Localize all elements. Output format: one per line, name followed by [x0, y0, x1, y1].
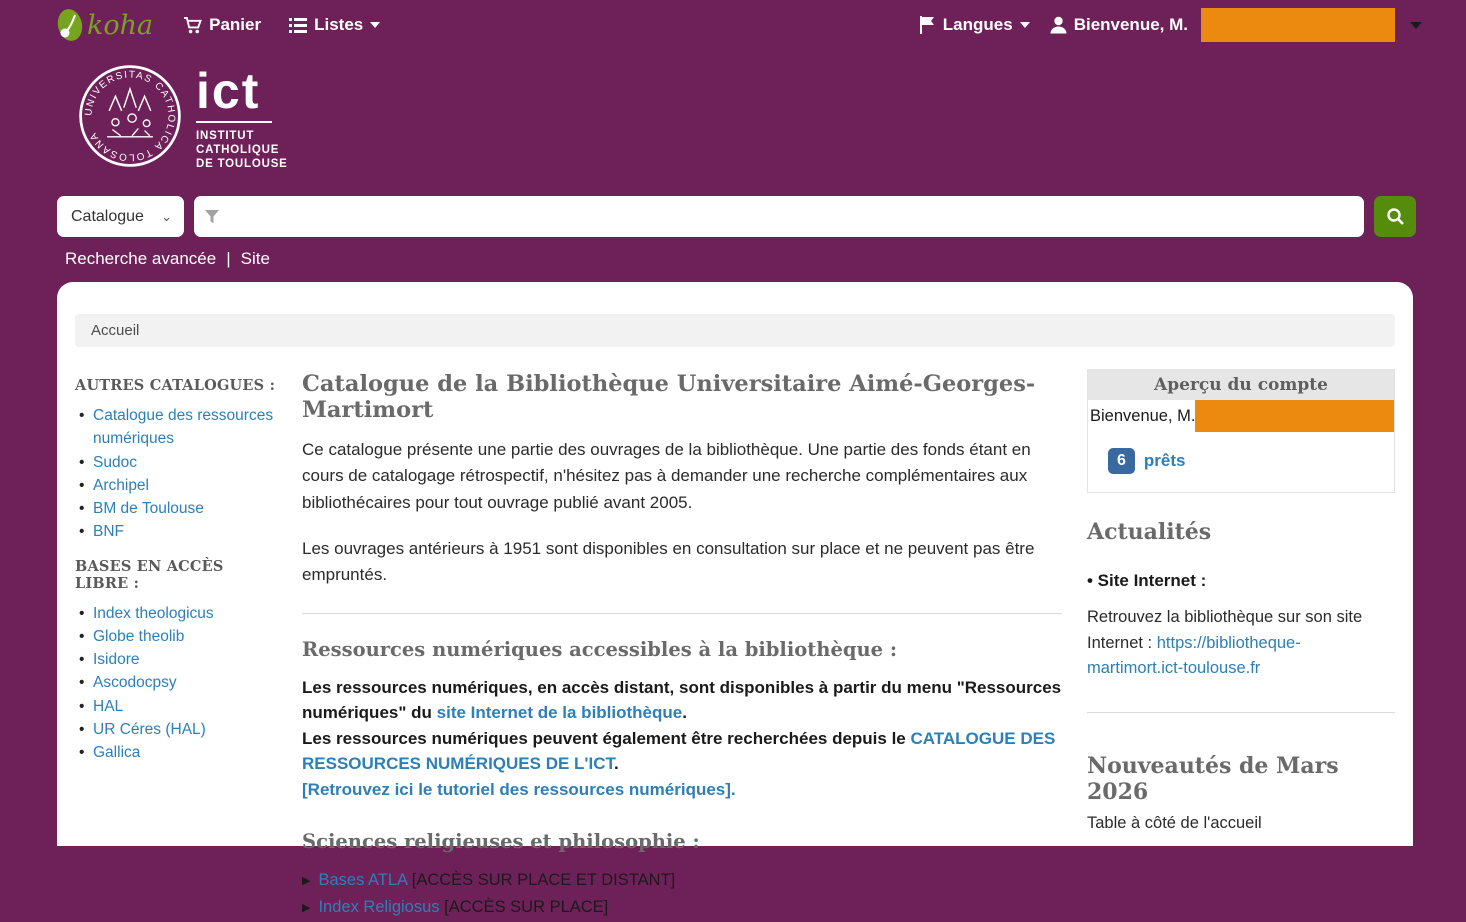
welcome-label: Bienvenue, M.	[1073, 15, 1188, 34]
sidebar-link-list	[79, 602, 277, 765]
search-links	[65, 249, 1466, 269]
filter-icon	[204, 209, 220, 225]
ict-wordmark: ict	[196, 63, 261, 119]
news-paragraph	[1087, 605, 1395, 682]
intro-paragraph-1: Ce catalogue présente une partie des ouvrages de la bibliothèque. Une partie des fonds étant en cours de catalogage rétrospectif, n'hésitez pas à demander une recherche complémentaires aux bibliothécaires pour tout ouvrage publié avant 2005.	[302, 440, 1031, 512]
sidebar-section-title: BASES EN ACCÈS LIBRE :	[75, 557, 224, 592]
list-icon	[289, 18, 307, 33]
sidebar-link-list	[79, 404, 277, 544]
sidebar-section-other-catalogues	[75, 377, 277, 544]
account-summary-body	[1088, 400, 1394, 474]
chevron-down-icon: ⌄	[161, 208, 172, 224]
sidebar-link-globe-theolib[interactable]: Globe theolib	[93, 627, 185, 645]
user-icon	[1050, 16, 1067, 34]
loans-link[interactable]: prêts	[1143, 451, 1186, 470]
org-name-line3: DE TOULOUSE	[196, 158, 288, 171]
resources-text	[302, 675, 1062, 803]
cart-button[interactable]	[183, 15, 261, 35]
lists-menu-button[interactable]	[289, 15, 380, 35]
sidebar-link-ressources-numeriques[interactable]: Catalogue des ressources numériques	[93, 407, 274, 448]
list-item	[79, 602, 277, 625]
koha-wordmark: koha	[87, 9, 154, 41]
sidebar-link-ascodocpsy[interactable]: Ascodocpsy	[93, 674, 177, 692]
sidebar-link-bnf[interactable]: BNF	[93, 523, 124, 541]
koha-logo[interactable]	[55, 7, 153, 43]
flag-icon	[919, 16, 936, 34]
library-brand	[78, 64, 1466, 176]
search-scope-value: Catalogue	[71, 207, 144, 225]
search-input-wrapper	[194, 196, 1364, 237]
search-submit-button[interactable]	[1374, 196, 1416, 237]
sidebar-link-ur-ceres[interactable]: UR Céres (HAL)	[93, 720, 206, 738]
list-item	[79, 648, 277, 671]
page-title: Catalogue de la Bibliothèque Universitaire Aimé-Georges-Martimort	[302, 371, 1036, 423]
lists-label: Listes	[314, 15, 364, 34]
sidebar-link-bm-toulouse[interactable]: BM de Toulouse	[93, 500, 204, 517]
account-summary-title: Aperçu du compte	[1088, 370, 1394, 400]
content-card	[57, 282, 1413, 917]
advanced-search-link[interactable]: Recherche avancée	[65, 249, 217, 268]
sidebar-link-sudoc[interactable]: Sudoc	[93, 453, 137, 471]
sidebar-link-gallica[interactable]: Gallica	[93, 744, 141, 761]
seal-circular-text: UNIVERSITAS CATHOLICA TOLOSANA	[83, 69, 177, 163]
list-item	[79, 520, 277, 543]
list-item	[79, 695, 277, 718]
sidebar-section-title: AUTRES CATALOGUES :	[75, 377, 276, 394]
resource-item	[302, 894, 1062, 921]
main-content	[302, 369, 1062, 922]
sidebar-link-hal[interactable]: HAL	[93, 697, 124, 715]
cart-icon	[183, 17, 202, 34]
news-item-title: • Site Internet :	[1087, 571, 1207, 590]
triangle-bullet-icon: ▶	[302, 875, 311, 888]
search-icon	[1386, 207, 1405, 226]
divider	[302, 613, 1062, 614]
left-sidebar	[75, 369, 277, 922]
account-welcome-row	[1088, 400, 1394, 432]
account-welcome-text: Bienvenue, M.	[1090, 406, 1196, 425]
novelties-text: Table à côté de l'accueil	[1087, 813, 1262, 832]
sciences-heading: Sciences religieuses et philosophie :	[302, 830, 700, 854]
novelties-heading: Nouveautés de Mars 2026	[1087, 752, 1339, 805]
ict-seal-logo	[78, 64, 182, 168]
divider	[1087, 712, 1395, 713]
logo-divider	[196, 121, 272, 123]
koha-leaf-icon	[55, 7, 85, 43]
sidebar-link-isidore[interactable]: Isidore	[93, 651, 140, 668]
news-heading: Actualités	[1087, 519, 1212, 545]
library-website-link[interactable]: https://bibliotheque-martimort.ict-toulouse.fr	[1087, 633, 1301, 678]
links-separator: |	[226, 249, 231, 268]
resource-item	[302, 867, 1062, 894]
index-religiosus-link[interactable]: Index Religiosus	[318, 898, 440, 917]
resources-heading: Ressources numériques accessibles à la bibliothèque :	[302, 637, 898, 661]
navbar-right	[919, 8, 1422, 42]
sidebar-link-archipel[interactable]: Archipel	[93, 476, 149, 494]
access-note: [ACCÈS SUR PLACE ET DISTANT]	[411, 871, 676, 890]
user-dropdown-caret-icon	[1410, 22, 1422, 29]
org-name-line2: CATHOLIQUE	[196, 144, 280, 157]
access-note: [ACCÈS SUR PLACE]	[444, 898, 609, 917]
breadcrumb-home[interactable]: Accueil	[91, 322, 140, 339]
chevron-down-icon	[1020, 22, 1030, 28]
list-item	[79, 718, 277, 741]
site-search-link[interactable]: Site	[240, 249, 270, 268]
list-item	[79, 474, 277, 497]
text-run: Les ressources numériques, en accès distant, sont disponibles à partir du menu "Ressources numériques" du	[302, 677, 1062, 723]
tutorial-link[interactable]: [Retrouvez ici le tutoriel des ressources numériques].	[302, 779, 736, 799]
redacted-username	[1201, 8, 1395, 42]
list-item	[79, 741, 277, 764]
resources-line-3	[302, 777, 1062, 803]
search-input[interactable]	[228, 196, 1354, 237]
text-run: .	[682, 703, 687, 723]
chevron-down-icon	[370, 22, 380, 28]
languages-menu-button[interactable]	[919, 15, 1030, 35]
intro-paragraph-2: Les ouvrages antérieurs à 1951 sont disponibles en consultation sur place et ne peuvent pas être empruntés.	[302, 539, 1035, 585]
list-item	[79, 625, 277, 648]
ict-wordmark-block	[196, 64, 288, 171]
user-menu-button[interactable]	[1050, 8, 1422, 42]
resources-list	[302, 867, 1062, 921]
right-sidebar	[1087, 369, 1395, 922]
org-name-line1: INSTITUT	[196, 130, 255, 142]
digital-catalogue-link[interactable]: CATALOGUE DES RESSOURCES NUMÉRIQUES DE L'ICT	[302, 728, 1056, 774]
search-scope-select[interactable]	[57, 196, 184, 237]
loans-row	[1108, 448, 1394, 474]
search-bar	[57, 196, 1416, 237]
account-summary-box	[1087, 369, 1395, 493]
list-item	[79, 451, 277, 474]
breadcrumb	[75, 314, 1395, 347]
cart-label: Panier	[209, 15, 262, 34]
resources-line-1	[302, 675, 1062, 726]
sidebar-link-index-theologicus[interactable]: Index theologicus	[93, 604, 214, 622]
list-item	[79, 671, 277, 694]
top-navbar	[0, 0, 1466, 50]
resources-line-2	[302, 726, 1062, 777]
text-run: .	[613, 754, 619, 774]
library-site-link[interactable]: site Internet de la bibliothèque	[436, 703, 683, 723]
list-item	[79, 404, 277, 451]
redacted-username	[1195, 400, 1394, 432]
loans-count-badge: 6	[1108, 448, 1135, 474]
languages-label: Langues	[942, 15, 1013, 34]
sidebar-section-open-access	[75, 558, 277, 765]
list-item	[79, 497, 277, 520]
bases-atla-link[interactable]: Bases ATLA	[318, 871, 408, 890]
svg-text:UNIVERSITAS CATHOLICA TOLOSANA	[83, 69, 176, 162]
triangle-bullet-icon: ▶	[302, 902, 311, 915]
text-run: Les ressources numériques peuvent également être recherchées depuis le	[302, 728, 911, 748]
news-text: Retrouvez la bibliothèque sur son site Internet :	[1087, 608, 1363, 652]
content-columns	[75, 369, 1395, 922]
